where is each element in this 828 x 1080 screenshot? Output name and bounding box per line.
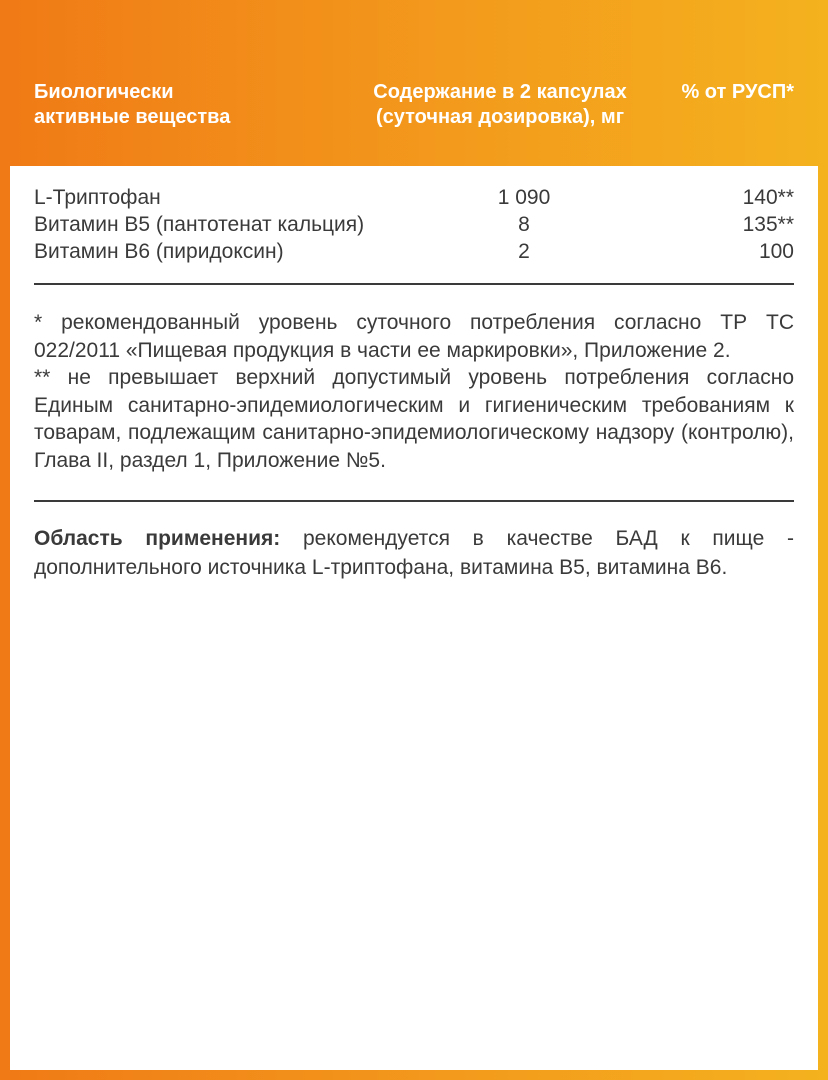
usage-section [34,502,794,582]
content-panel [10,166,818,1070]
substance-amount: 8 [518,213,530,236]
header-content [350,80,650,130]
header-content-line1: Содержание в 2 капсулах [373,81,627,103]
header-rda: % от РУСП* [681,81,794,103]
footnote-1: * рекомендованный уровень суточного потребления согласно ТР ТС 022/2011 «Пищевая продукция в части ее маркировки», Приложение 2. [34,311,794,362]
header-content-line2: (суточная дозировка), мг [375,106,625,128]
substance-amount: 1 090 [497,186,551,209]
usage-label: Область применения: [34,527,281,550]
footnote-2: ** не превышает верхний допустимый уровень потребления согласно Единым санитарно-эпидемиологическим и гигиеническим требованиям к товарам, подлежащим санитарно-эпидемиологическому надзору (контролю), Глава II, раздел 1, Приложение №5. [34,366,794,472]
substance-rda: 135** [742,213,794,236]
header-substances [34,80,334,130]
usage-text: рекомендуется в качестве БАД к пище - дополнительного источника L-триптофана, витамина B5, витамина B6. [34,527,794,579]
nutrient-table [34,166,794,265]
table-header [10,0,818,166]
table-row [34,184,794,211]
substance-name: L-Триптофан [34,186,161,209]
footnotes [34,285,794,500]
table-row [34,211,794,238]
header-substances-line1: Биологически [34,81,174,103]
substance-name: Витамин B6 (пиридоксин) [34,240,284,263]
substance-name: Витамин B5 (пантотенат кальция) [34,213,365,236]
header-substances-line2: активные вещества [34,106,231,128]
substance-rda: 100 [758,240,794,263]
substance-rda: 140** [742,186,794,209]
table-row [34,238,794,265]
substance-amount: 2 [518,240,530,263]
